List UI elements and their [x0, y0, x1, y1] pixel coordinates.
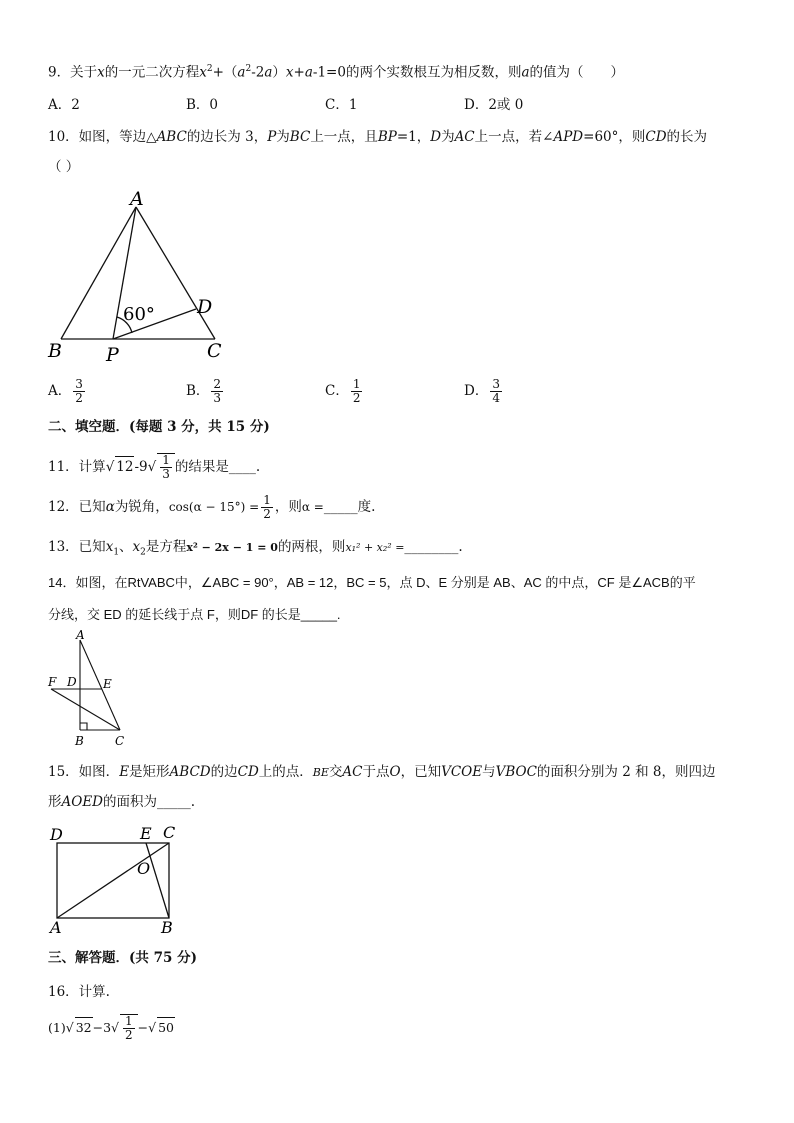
q10-t: 的长为 [666, 129, 708, 145]
q15-rectangle-figure [45, 822, 195, 937]
q13-t: 、 [119, 539, 133, 555]
q12-t: _____度. [323, 499, 376, 515]
question-16-title: 16．计算. [48, 984, 110, 1000]
q10-t: =60°，则 [583, 129, 646, 145]
q10-opt-label: A． [48, 383, 72, 399]
q9-var: a [264, 64, 273, 81]
q10-opt-fraction [73, 378, 85, 405]
q10-var: BP [377, 129, 397, 145]
q14-label-c: C [115, 734, 125, 748]
q10-t: 的边长为 3， [186, 129, 268, 145]
q16-fraction [123, 1015, 135, 1042]
q10-t: 上一点，且 [310, 129, 378, 145]
q12-t: 为锐角， [114, 499, 169, 515]
q16-frac-radical [120, 1014, 138, 1042]
q15-t: 15．如图． [48, 764, 120, 780]
question-10-paren: （ ） [48, 159, 80, 175]
frac-den: 2 [263, 507, 271, 521]
q9-t: -1=0的两个实数根互为相反数，则 [312, 64, 522, 81]
q15-t: 形 [48, 794, 62, 810]
q10-opt-label: C． [325, 383, 349, 399]
q15-label-b: B [161, 918, 173, 937]
q15-t: 与 [482, 764, 496, 780]
q13-t: ________. [404, 539, 463, 555]
q15-t: 是矩形 [129, 764, 170, 780]
q11-radicand: 12 [115, 456, 134, 477]
q9-var: a [304, 64, 313, 81]
q9-var: x [199, 64, 207, 81]
q15-t: 的面积分别为 2 和 8，则四边 [536, 764, 716, 780]
frac-den: 3 [162, 467, 170, 481]
q10-option-a [48, 378, 87, 405]
q10-label-c: C [207, 340, 222, 362]
question-12-text [48, 494, 375, 521]
q15-var: VCOE [441, 764, 483, 780]
q13-sub: 1 [113, 547, 120, 558]
q15-t: 于点 [362, 764, 390, 780]
question-15-line-2 [48, 792, 195, 812]
q9-option-c: C．1 [325, 97, 358, 113]
frac-den: 2 [125, 1028, 133, 1042]
q13-var: x [132, 539, 141, 555]
q13-expression: x₁² + x₂² = [345, 541, 405, 554]
q15-label-c: C [163, 823, 176, 842]
question-14-line-1: 14．如图，在RtVABC中，∠ABC = 90°，AB = 12，BC = 5，点 D、E 分别是 AB、AC 的中点，CF 是∠ACB的平 [48, 575, 696, 590]
q15-label-o: O [137, 859, 151, 878]
q14-label-a: A [76, 628, 85, 642]
q13-t: 13．已知 [48, 539, 106, 555]
q10-option-b [186, 378, 225, 405]
q9-t: 的一元二次方程 [104, 64, 200, 81]
sqrt-icon: √ [147, 459, 157, 475]
q9-t: 的值为（ ） [529, 64, 625, 81]
q15-var: AOED [61, 794, 103, 810]
q10-opt-label: D． [464, 383, 489, 399]
q14-label-b: B [75, 734, 84, 748]
q10-var: APD [553, 129, 584, 145]
q10-opt-fraction [211, 378, 223, 405]
q9-var: a [237, 64, 246, 81]
q11-t: 的结果是____. [174, 459, 261, 475]
q12-t: 12．已知 [48, 499, 106, 515]
frac-num: 1 [352, 377, 361, 391]
q9-t: -2 [251, 64, 265, 81]
frac-den: 3 [213, 391, 222, 405]
q15-var: BE [312, 766, 329, 779]
q10-t: 10．如图，等边△ [48, 129, 157, 145]
q15-var: ABCD [169, 764, 211, 780]
q16-t: − [137, 1020, 149, 1035]
q9-t: 9．关于 [48, 64, 98, 81]
q9-option-d: D．2或 0 [464, 97, 524, 113]
q12-alpha-eq: α = [301, 500, 324, 514]
q10-angle-label: 60° [123, 304, 155, 325]
frac-den: 2 [75, 391, 83, 405]
q15-t: 的面积为_____. [103, 794, 196, 810]
q15-t: ，已知 [400, 764, 442, 780]
q10-var: BC [289, 129, 311, 145]
q11-frac-radical [157, 453, 175, 481]
q10-label-d: D [197, 296, 213, 318]
q9-var: a [521, 64, 530, 81]
q15-var: VBOC [495, 764, 537, 780]
q10-t: 上一点，若∠ [474, 129, 554, 145]
q10-var: ABC [156, 129, 187, 145]
q10-option-c [325, 378, 364, 405]
sqrt-icon: √ [65, 1020, 74, 1035]
q12-var: α [105, 499, 115, 515]
frac-den: 2 [352, 391, 361, 405]
q10-t: 为 [441, 129, 455, 145]
q10-t: =1， [396, 129, 431, 145]
frac-num: 1 [263, 493, 271, 507]
q14-label-e: E [103, 677, 112, 691]
q10-var: CD [645, 129, 667, 145]
frac-num: 1 [125, 1014, 133, 1028]
q10-label-p: P [106, 344, 119, 366]
question-10-text [48, 127, 707, 147]
frac-num: 2 [213, 377, 222, 391]
q9-exp: 2 [245, 64, 252, 74]
q13-var: x [105, 539, 114, 555]
q9-var: x [97, 64, 105, 81]
q10-option-d [464, 378, 504, 405]
q15-label-e: E [140, 824, 152, 843]
q12-t: ，则 [274, 499, 302, 515]
q10-opt-label: B． [186, 383, 210, 399]
q10-opt-fraction [351, 378, 363, 405]
q16-radicand: 32 [75, 1017, 93, 1038]
q10-var: AC [454, 129, 475, 145]
q15-var: E [119, 764, 130, 780]
q12-fraction [261, 494, 273, 521]
question-16-part-1 [48, 1014, 175, 1042]
question-13-text [48, 537, 463, 563]
section-2-heading: 二、填空题．(每题 3 分，共 15 分) [48, 419, 270, 435]
q14-label-d: D [67, 675, 77, 689]
question-15-line-1 [48, 762, 715, 783]
q14-triangle-figure [45, 630, 145, 750]
q16-t: −3 [92, 1020, 112, 1035]
q15-t: 的边 [210, 764, 238, 780]
sqrt-icon: √ [111, 1020, 119, 1035]
q14-right-angle-mark [80, 723, 87, 730]
sqrt-icon: √ [148, 1020, 157, 1035]
q15-diagonal-ac [57, 843, 169, 918]
q15-var: CD [237, 764, 259, 780]
q10-label-b: B [48, 340, 62, 362]
q13-sub: 2 [140, 547, 146, 558]
frac-num: 3 [75, 377, 83, 391]
q11-t: -9 [134, 459, 148, 475]
q10-var: D [430, 129, 442, 145]
q9-option-a: A．2 [48, 97, 80, 113]
q15-segment-be [146, 843, 169, 918]
q11-t: 11．计算 [48, 459, 106, 475]
q10-t: 为 [276, 129, 290, 145]
q15-var: O [389, 764, 401, 780]
q14-segment-cf [51, 689, 120, 730]
q10-triangle-figure [40, 185, 280, 370]
q9-option-b: B．0 [186, 97, 219, 113]
q9-t: + [293, 64, 305, 81]
question-14-line-2: 分线，交 ED 的延长线于点 F，则DF 的长是_____. [48, 607, 341, 622]
q13-t: 的两根，则 [277, 539, 346, 555]
q10-var: P [267, 129, 277, 145]
q10-opt-fraction [490, 378, 502, 405]
sqrt-icon: √ [105, 459, 115, 475]
frac-den: 4 [492, 391, 500, 405]
frac-num: 3 [492, 377, 500, 391]
frac-num: 1 [162, 453, 170, 467]
q15-label-a: A [50, 918, 62, 937]
q15-var: AC [342, 764, 363, 780]
q9-t: ） [272, 64, 286, 81]
question-9-text [48, 59, 624, 83]
q12-cos-expr: cos(α − 15°) = [168, 500, 260, 514]
q9-t: +（ [212, 64, 238, 81]
q13-equation: x² − 2x − 1 = 0 [186, 541, 278, 554]
section-3-heading: 三、解答题．(共 75 分) [48, 950, 197, 966]
q14-label-f: F [48, 675, 57, 689]
q9-var: x [285, 64, 294, 81]
q15-t: 交 [328, 764, 343, 780]
q14-side-ac [80, 640, 120, 730]
q16-radicand: 50 [157, 1017, 175, 1038]
question-11-text [48, 453, 260, 481]
q10-label-a: A [130, 188, 144, 210]
q9-exp: 2 [206, 64, 213, 74]
q11-fraction [160, 454, 172, 481]
q15-label-d: D [50, 825, 63, 844]
q13-t: 是方程 [145, 539, 187, 555]
q15-t: 上的点． [258, 764, 313, 780]
q16-part-label: (1) [48, 1020, 66, 1035]
